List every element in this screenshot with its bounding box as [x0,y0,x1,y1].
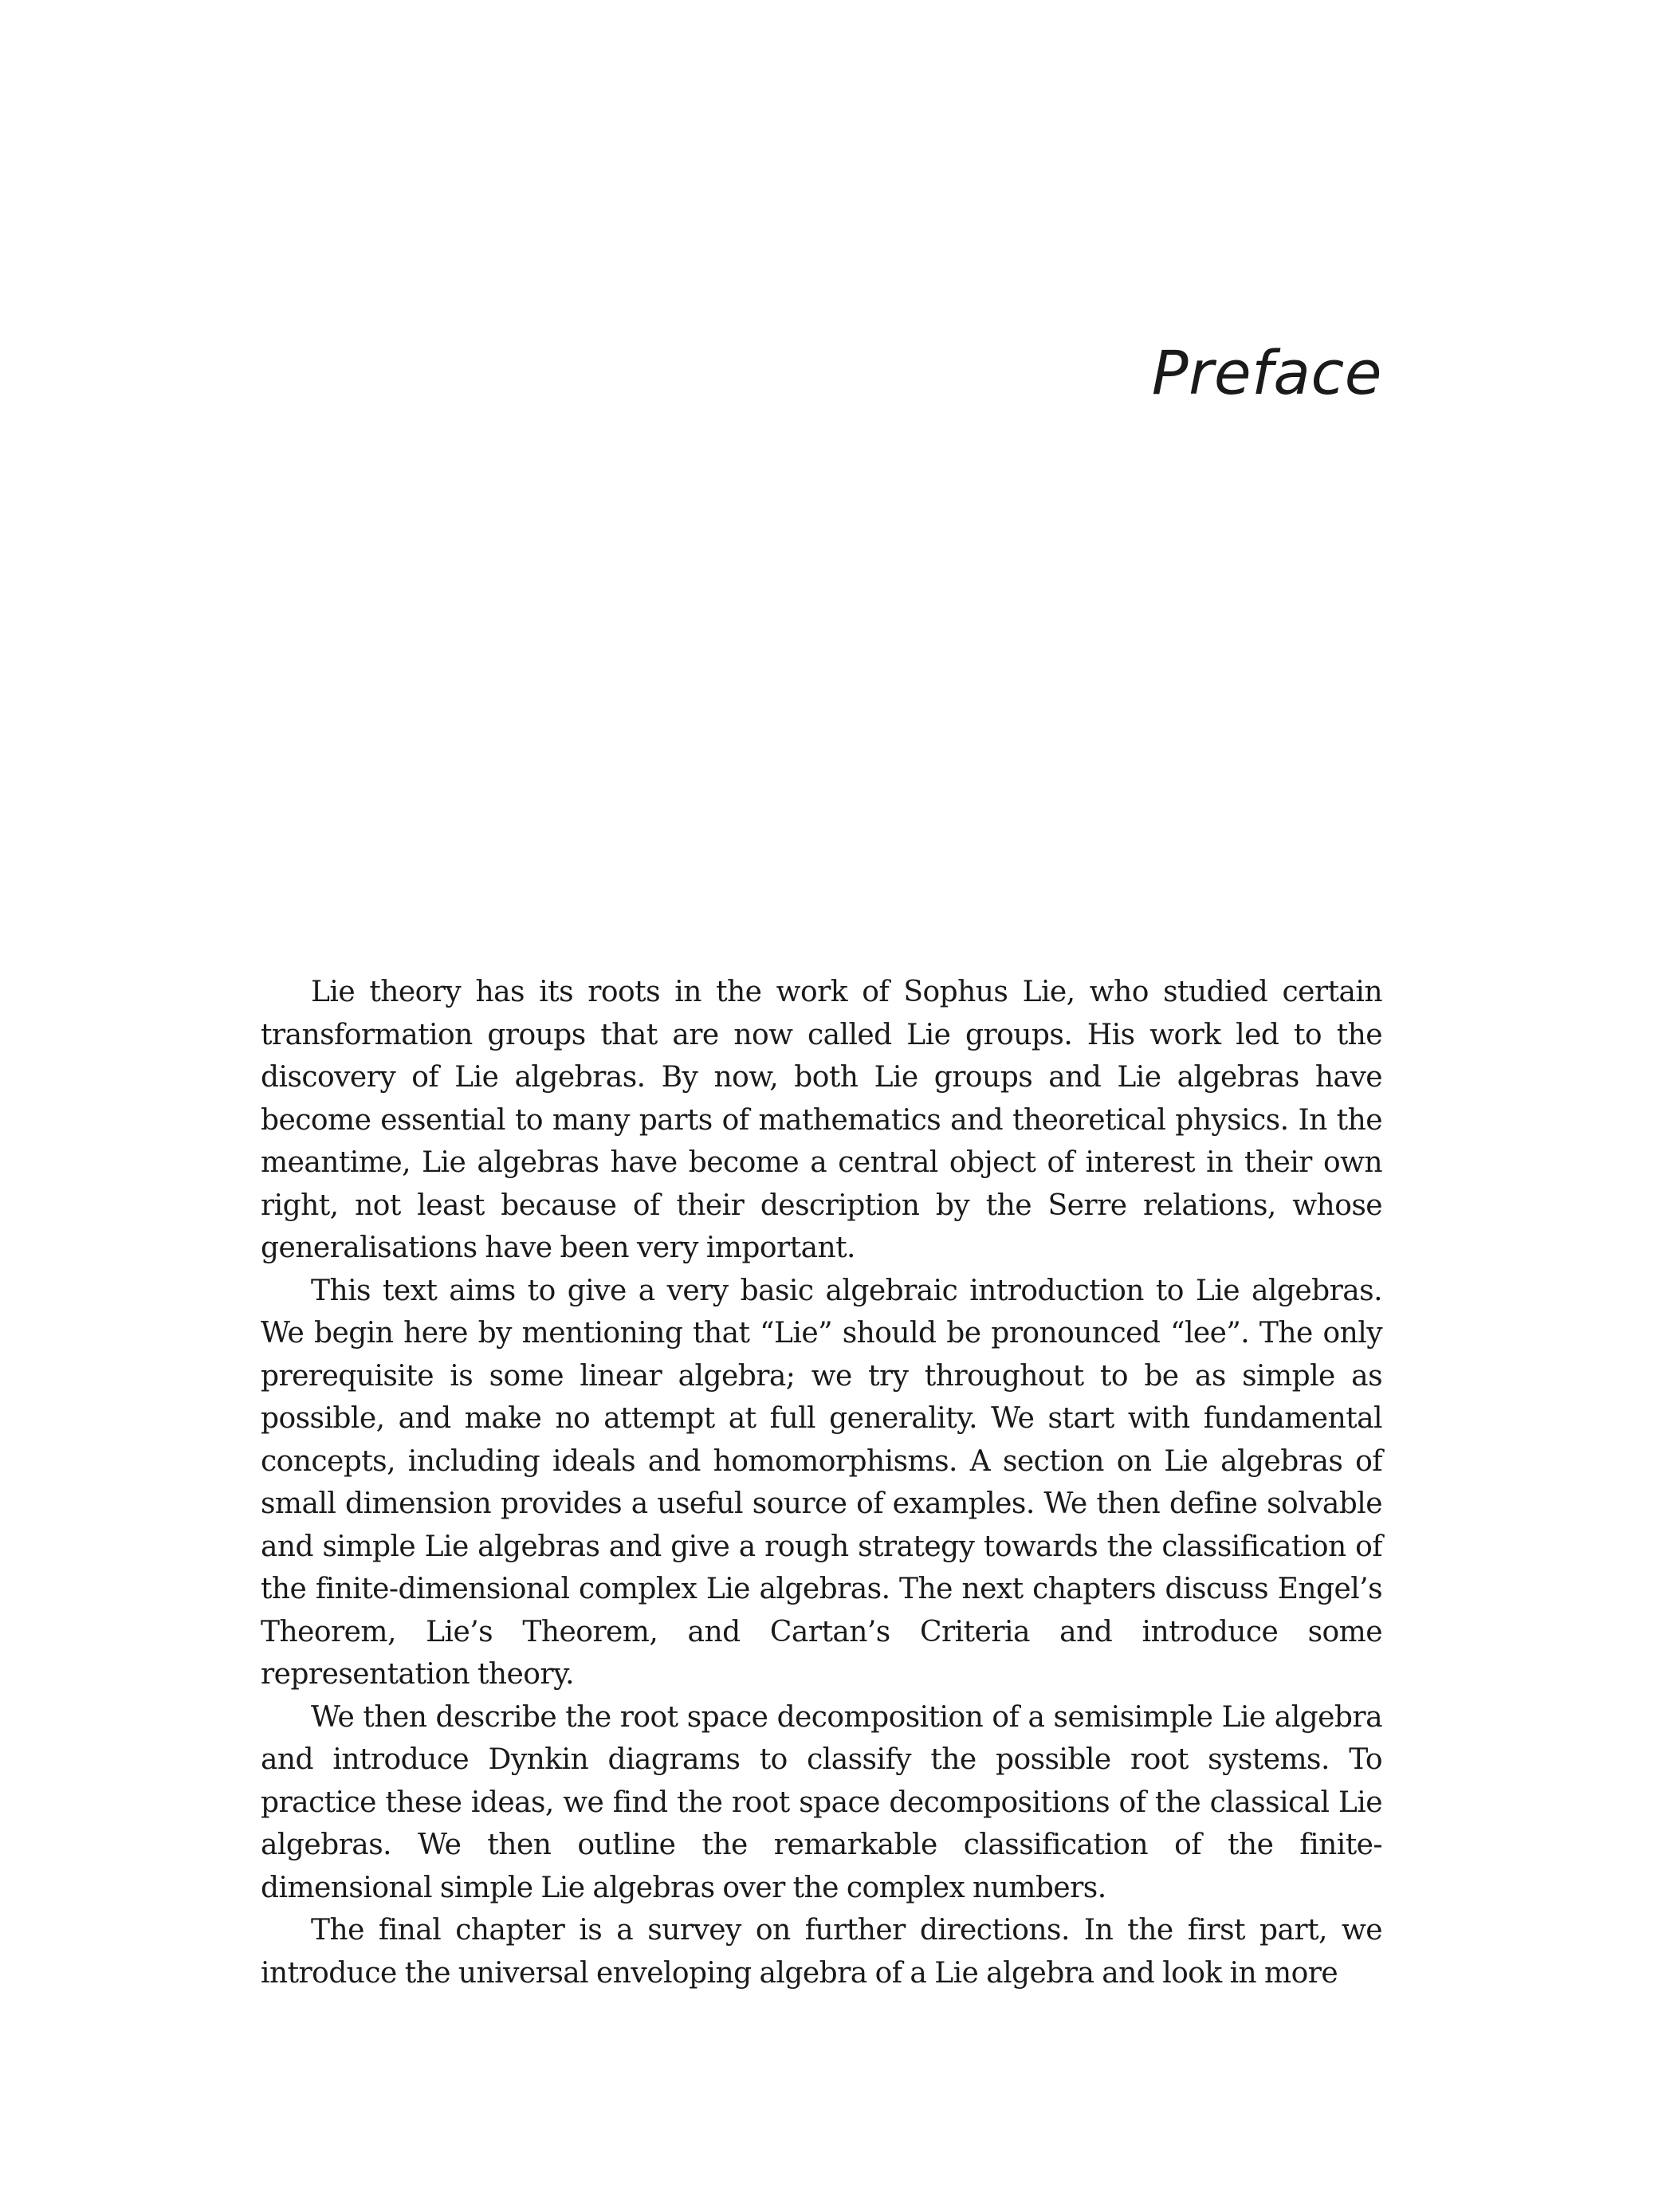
paragraph-1: Lie theory has its roots in the work of Sophus Lie, who studied certain transformation groups that are now called Lie groups. His work led to the discovery of Lie algebras. By now, both Lie groups and Lie algebras have become essential to many parts of mathematics and theoretical physics. In the meantime, Lie algebras have become a central object of interest in their own right, not least because of their description by the Serre relations, whose generalisations have been very important. [261,976,1382,1264]
chapter-title: Preface [1151,337,1382,408]
paragraph-3: We then describe the root space decomposition of a semisimple Lie algebra and introduce Dynkin diagrams to classify the possible root systems. To practice these ideas, we find the root space decompositions of the classical Lie algebras. We then outline the remarkable classification of the finite-dimensional simple Lie algebras over the complex numbers. [261,1700,1382,1904]
preface-body [261,971,1382,1994]
paragraph-2: This text aims to give a very basic algebraic introduction to Lie algebras. We begin here by mentioning that “Lie” should be pronounced “lee”. The only prerequisite is some linear algebra; we try throughout to be as simple as possible, and make no attempt at full generality. We start with fundamental concepts, including ideals and homomorphisms. A section on Lie algebras of small dimension provides a useful source of examples. We then define solvable and simple Lie algebras and give a rough strategy towards the classification of the finite-dimensional complex Lie algebras. The next chapters discuss Engel’s Theorem, Lie’s Theorem, and Cartan’s Criteria and introduce some representation theory. [261,1274,1382,1691]
paragraph-4: The final chapter is a survey on further directions. In the first part, we introduce the universal enveloping algebra of a Lie algebra and look in more [261,1914,1382,1990]
